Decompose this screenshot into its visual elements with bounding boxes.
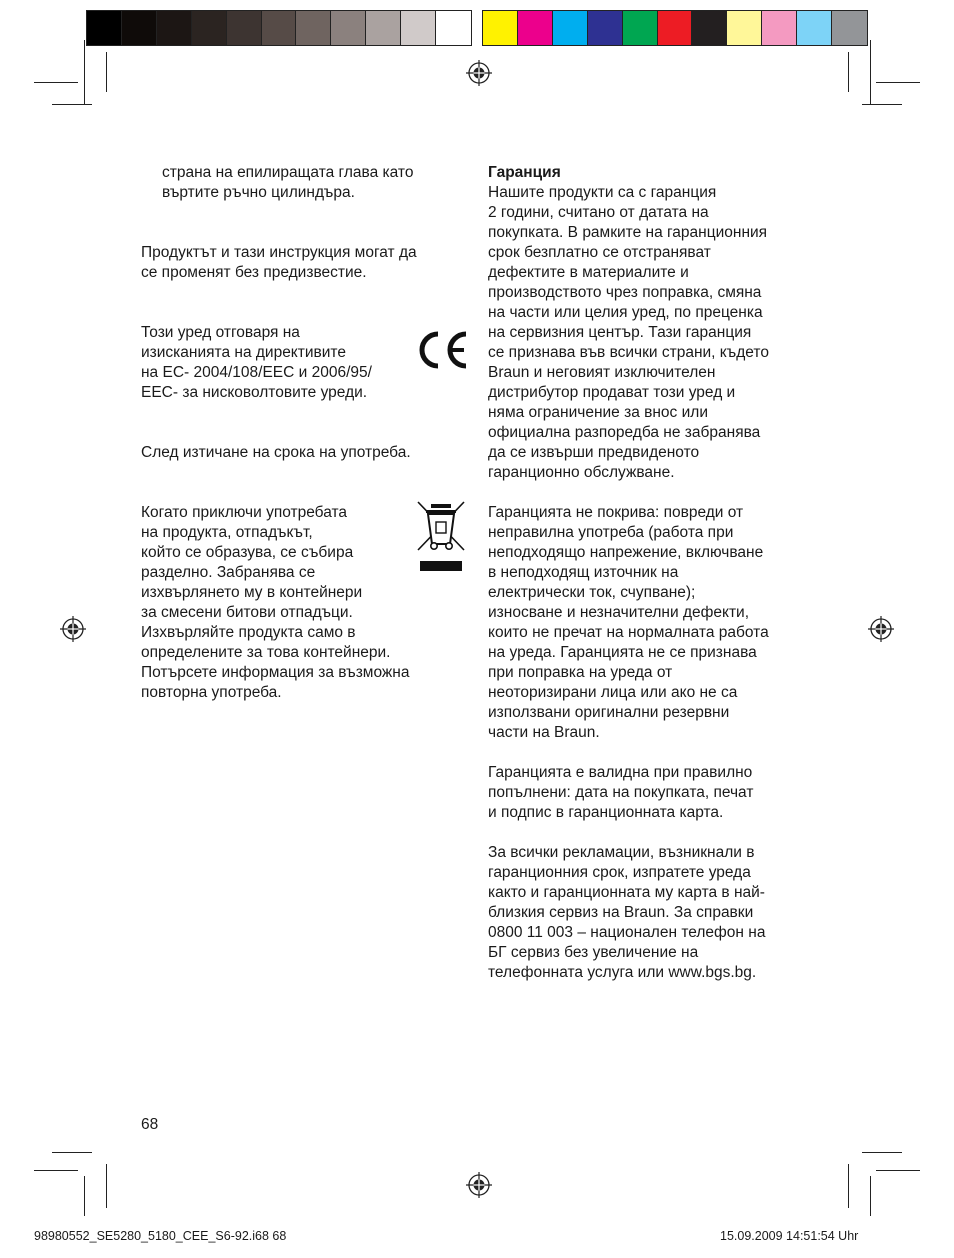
color-swatch [832, 11, 867, 45]
crop-mark [876, 1170, 920, 1171]
color-swatch [588, 11, 623, 45]
disposal-text: Когато приключи употребата на продукта, отпадъкът, който се образува, се събира разделно. Забранява се изхвърлянето му в контейнери за смесени битови отпадъци. [141, 504, 363, 621]
color-swatch [122, 11, 157, 45]
registration-mark-icon [464, 1170, 494, 1200]
warranty-paragraph-4: За всички рекламации, възникнали в гаранционния срок, изпратете уреда както и гаранционната му карта в най- близкия сервиз на Braun. За справки 0800 11 003 – национален телефон на БГ сервиз без увеличение на телефонната услуга или www.bgs.bg. [488, 844, 766, 981]
color-swatch [227, 11, 262, 45]
crop-mark [84, 40, 85, 104]
left-paragraph-1: страна на епилиращата глава като въртите ръчно цилиндъра. [162, 164, 414, 201]
crop-mark [870, 40, 871, 104]
color-swatch [553, 11, 588, 45]
warranty-heading: Гаранция [488, 164, 561, 181]
crop-mark [52, 104, 92, 105]
registration-mark-icon [58, 614, 88, 644]
color-swatch [797, 11, 832, 45]
color-swatch [87, 11, 122, 45]
warranty-paragraph-1: Нашите продукти са с гаранция 2 години, считано от датата на покупката. В рамките на гаранционния срок безплатно се отстраняват дефектите в материалите и производството чрез поправка, смяна на части или целия уред, по преценка на сервизния център. Тази гаранция се признава във всички страни, където Braun и неговият изключителен дистрибутор продават този уред и няма ограничение за внос или официална разпоредба не забранява да се извърши предвиденото гаранционно обслужване. [488, 184, 769, 481]
color-swatch [436, 11, 471, 45]
disposal-text-continued: Изхвърляйте продукта само в определените за това контейнери. Потърсете информация за възможна повторна употреба. [141, 624, 410, 701]
color-swatch [692, 11, 727, 45]
crop-mark [848, 1164, 849, 1208]
crop-mark [862, 104, 902, 105]
color-swatch [727, 11, 762, 45]
color-swatch [331, 11, 366, 45]
ce-compliance-text: Този уред отговаря на изисканията на директивите на ЕС- 2004/108/EEC и 2006/95/ EEC- за нисковолтовите уреди. [141, 324, 372, 401]
grayscale-color-bar [86, 10, 472, 46]
crop-mark [34, 1170, 78, 1171]
color-swatch [762, 11, 797, 45]
crop-mark [106, 52, 107, 92]
crop-mark [870, 1176, 871, 1216]
crop-mark [876, 82, 920, 83]
page-number: 68 [141, 1116, 159, 1133]
end-of-life-text: След изтичане на срока на употреба. [141, 444, 411, 461]
registration-mark-icon [464, 58, 494, 88]
color-swatch [157, 11, 192, 45]
crop-mark [106, 1164, 107, 1208]
crop-mark [848, 52, 849, 92]
crop-mark [84, 1176, 85, 1216]
color-swatch [401, 11, 436, 45]
crop-mark [862, 1152, 902, 1153]
process-color-bar [482, 10, 868, 46]
color-swatch [366, 11, 401, 45]
warranty-paragraph-2: Гаранцията не покрива: повреди от неправилна употреба (работа при неподходящо напрежение, включване в неподходящ източник на електрически ток, счупване); износване и незначителни дефекти, които не пречат на нормалната работа на уреда. Гаранцията не се признава при поправка на уреда от неоторизирани лица или ако не са използвани оригинални резервни части на Braun. [488, 504, 769, 741]
slug-filename: 98980552_SE5280_5180_CEE_S6-92.i68 68 [34, 1229, 287, 1243]
registration-mark-icon [866, 614, 896, 644]
left-paragraph-2: Продуктът и тази инструкция могат да се променят без предизвестие. [141, 244, 417, 281]
color-swatch [623, 11, 658, 45]
warranty-paragraph-3: Гаранцията е валидна при правилно попълнени: дата на покупката, печат и подпис в гаранционната карта. [488, 764, 754, 821]
color-swatch [658, 11, 693, 45]
crop-mark [52, 1152, 92, 1153]
slug-datetime: 15.09.2009 14:51:54 Uhr [720, 1229, 859, 1243]
ce-mark-icon [414, 328, 470, 372]
color-swatch [296, 11, 331, 45]
color-swatch [518, 11, 553, 45]
color-swatch [262, 11, 297, 45]
crop-mark [34, 82, 78, 83]
color-swatch [192, 11, 227, 45]
crossed-out-bin-icon [416, 500, 466, 574]
color-swatch [483, 11, 518, 45]
